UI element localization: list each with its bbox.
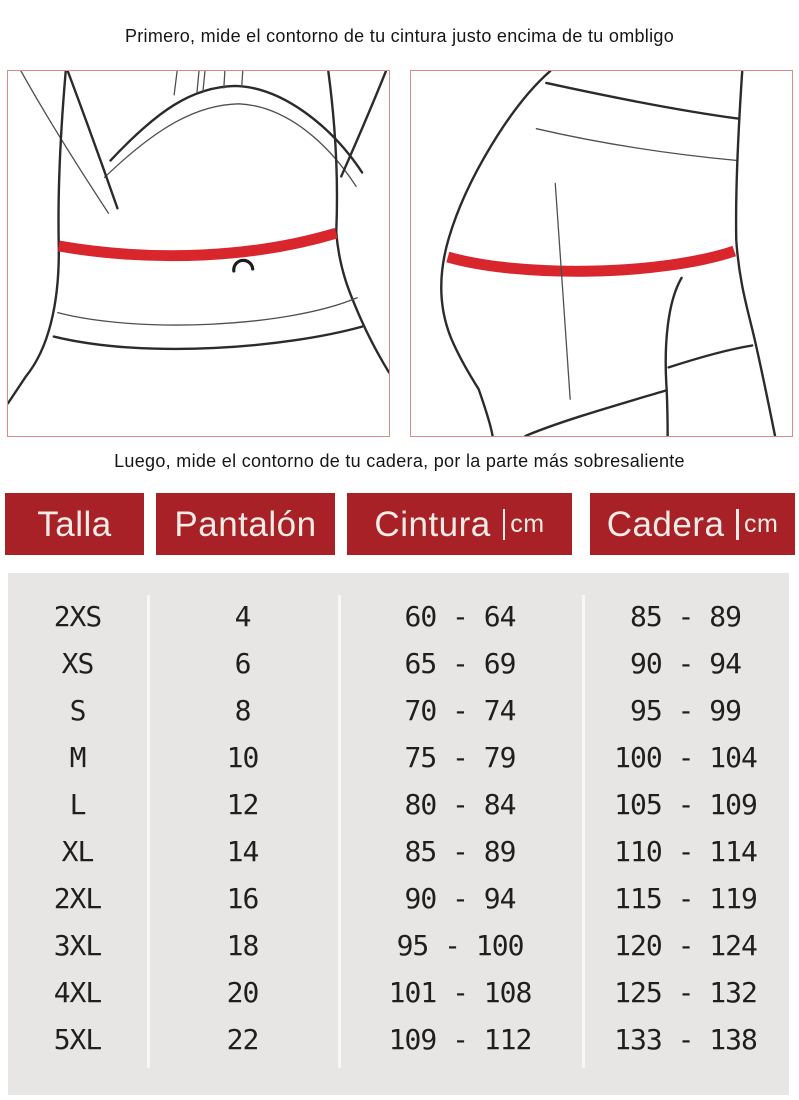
cell-cadera: 105 - 109 bbox=[614, 787, 757, 821]
cell-cintura: 60 - 64 bbox=[404, 599, 516, 633]
header-unit: cm bbox=[736, 509, 778, 540]
cell-talla: 2XS bbox=[53, 599, 102, 633]
header-cadera bbox=[590, 493, 795, 555]
cell-cintura: 65 - 69 bbox=[404, 646, 516, 680]
table-row bbox=[8, 1016, 789, 1063]
cell-pantalon: 18 bbox=[226, 928, 259, 962]
hip-measurement-illustration bbox=[411, 71, 792, 436]
cell-cintura: 109 - 112 bbox=[388, 1022, 532, 1056]
cell-cadera: 100 - 104 bbox=[614, 740, 757, 774]
cell-cadera: 115 - 119 bbox=[614, 881, 757, 915]
cell-pantalon: 20 bbox=[226, 975, 259, 1009]
cell-cintura: 80 - 84 bbox=[404, 787, 516, 821]
hip-figure-box bbox=[410, 70, 793, 437]
cell-talla: S bbox=[69, 693, 86, 727]
table-row bbox=[8, 593, 789, 640]
cell-cadera: 133 - 138 bbox=[614, 1022, 757, 1056]
hip-instruction: Luego, mide el contorno de tu cadera, por la parte más sobresaliente bbox=[114, 451, 685, 471]
table-row bbox=[8, 687, 789, 734]
cell-cintura: 101 - 108 bbox=[388, 975, 532, 1009]
header-cintura bbox=[347, 493, 572, 555]
table-row bbox=[8, 922, 789, 969]
pipe-divider bbox=[503, 509, 506, 540]
cell-pantalon: 4 bbox=[234, 599, 251, 633]
cell-talla: 5XL bbox=[53, 1022, 102, 1056]
cell-talla: XS bbox=[61, 646, 94, 680]
waist-measurement-illustration bbox=[8, 71, 389, 436]
cell-talla: L bbox=[69, 787, 86, 821]
navel-mark bbox=[234, 260, 253, 271]
cell-pantalon: 12 bbox=[226, 787, 259, 821]
cell-cintura: 70 - 74 bbox=[404, 693, 516, 727]
header-talla bbox=[5, 493, 144, 555]
cell-pantalon: 10 bbox=[226, 740, 259, 774]
cell-cadera: 120 - 124 bbox=[614, 928, 757, 962]
header-unit: cm bbox=[503, 509, 545, 540]
cell-pantalon: 8 bbox=[234, 693, 251, 727]
cell-cadera: 95 - 99 bbox=[629, 693, 741, 727]
cell-cadera: 110 - 114 bbox=[614, 834, 757, 868]
cell-talla: XL bbox=[61, 834, 94, 868]
cell-cintura: 75 - 79 bbox=[404, 740, 516, 774]
header-label: Cintura bbox=[374, 504, 491, 544]
cell-pantalon: 6 bbox=[234, 646, 251, 680]
cell-pantalon: 14 bbox=[226, 834, 259, 868]
hip-measure-band bbox=[448, 251, 734, 271]
header-label: Talla bbox=[37, 504, 112, 544]
cell-talla: M bbox=[69, 740, 86, 774]
waist-measure-band bbox=[59, 233, 336, 256]
header-label: Cadera bbox=[606, 504, 725, 544]
cell-cadera: 125 - 132 bbox=[614, 975, 757, 1009]
cell-talla: 4XL bbox=[53, 975, 102, 1009]
cell-pantalon: 22 bbox=[226, 1022, 259, 1056]
table-row bbox=[8, 734, 789, 781]
cell-cintura: 95 - 100 bbox=[396, 928, 524, 962]
cell-pantalon: 16 bbox=[226, 881, 259, 915]
cell-cadera: 90 - 94 bbox=[629, 646, 741, 680]
cell-cintura: 90 - 94 bbox=[404, 881, 516, 915]
table-row bbox=[8, 640, 789, 687]
table-row bbox=[8, 828, 789, 875]
cell-talla: 2XL bbox=[53, 881, 102, 915]
cell-cadera: 85 - 89 bbox=[629, 599, 741, 633]
table-row bbox=[8, 969, 789, 1016]
table-row bbox=[8, 781, 789, 828]
pipe-divider bbox=[736, 509, 739, 540]
header-pantalon bbox=[156, 493, 335, 555]
table-row bbox=[8, 875, 789, 922]
header-label: Pantalón bbox=[174, 504, 317, 544]
size-table-body bbox=[8, 573, 789, 1095]
cell-cintura: 85 - 89 bbox=[404, 834, 516, 868]
waist-instruction: Primero, mide el contorno de tu cintura justo encima de tu ombligo bbox=[124, 26, 675, 46]
waist-figure-box bbox=[7, 70, 390, 437]
cell-talla: 3XL bbox=[53, 928, 102, 962]
